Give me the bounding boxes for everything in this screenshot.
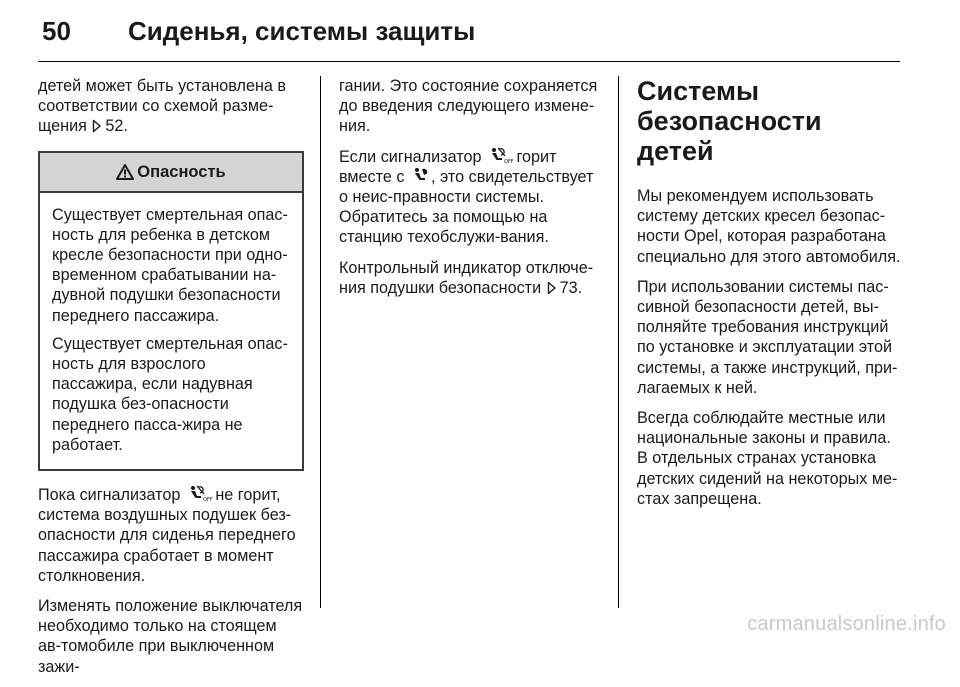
page-ref-arrow-icon [92, 119, 102, 133]
svg-text:OFF: OFF [503, 158, 514, 165]
column-right [637, 76, 901, 519]
danger-box [38, 151, 304, 471]
danger-box-header [40, 153, 302, 193]
page-ref-arrow-icon [547, 281, 557, 295]
ignition-paragraph: гании. Это состояние сохраняется до введения следующего измене-ния. [339, 77, 598, 136]
page-number: 50 [42, 16, 71, 46]
switch-paragraph: Изменять положение выключателя необходимо только на стоящем ав-томобиле при выключенном зажи- [38, 597, 303, 676]
recommendation-paragraph: Мы рекомендуем использовать систему детских кресел безопас-ности Opel, которая разработана специально для этого автомобиля. [637, 187, 901, 266]
column-middle [339, 76, 605, 308]
watermark: carmanualsonline.info [747, 613, 946, 635]
column-divider-1 [320, 76, 321, 608]
page-title: Сиденья, системы защиты [128, 16, 476, 46]
danger-text-1: Существует смертельная опас-ность для ребенка в детском кресле безопасности при одно-временном срабатывании на-дувной подушки безопасности переднего пассажира. [52, 205, 288, 325]
indicator-ref-paragraph: Контрольный индикатор отключе-ния подушки безопасности 73. [339, 258, 594, 297]
airbag-warning-icon [412, 167, 428, 185]
airbag-off-indicator-icon [188, 485, 213, 504]
danger-box-body [40, 193, 302, 469]
intro-paragraph: детей может быть установлена в соответствии со схемой разме-щения 52. [38, 77, 286, 136]
page-ref[interactable]: 73. [559, 278, 583, 297]
section-title: Системы безопасности детей [637, 76, 822, 166]
column-divider-2 [618, 76, 619, 608]
danger-box-title: Опасность [137, 162, 226, 181]
svg-text:OFF: OFF [202, 497, 213, 504]
header-rule [38, 61, 900, 62]
laws-paragraph: Всегда соблюдайте местные или национальные законы и правила. В отдельных странах установка детских сидений на некоторых ме-стах запрещена. [637, 409, 898, 508]
fault-paragraph: Если сигнализатор OFF горит вместе с , это свидетельствует о неис-правности системы. Обратитесь за помощью на станцию техобслужи-вания. [339, 147, 594, 247]
page-ref[interactable]: 52. [105, 117, 128, 136]
indicator-paragraph: Пока сигнализатор OFF не горит, система воздушных подушек без-опасности для сиденья переднего пассажира сработает в момент столкновения. [38, 486, 296, 585]
warning-triangle-icon [116, 164, 134, 180]
airbag-off-indicator-icon [489, 147, 514, 165]
danger-text-2: Существует смертельная опас-ность для взрослого пассажира, если надувная подушка без-опасности переднего пасса-жира не работает. [52, 334, 288, 454]
column-left [38, 76, 304, 687]
instructions-paragraph: При использовании системы пас-сивной безопасности детей, вы-полняйте требования инструкций по установке и эксплуатации этой системы, а также инструкций, при-лагаемых к ней. [637, 277, 898, 397]
